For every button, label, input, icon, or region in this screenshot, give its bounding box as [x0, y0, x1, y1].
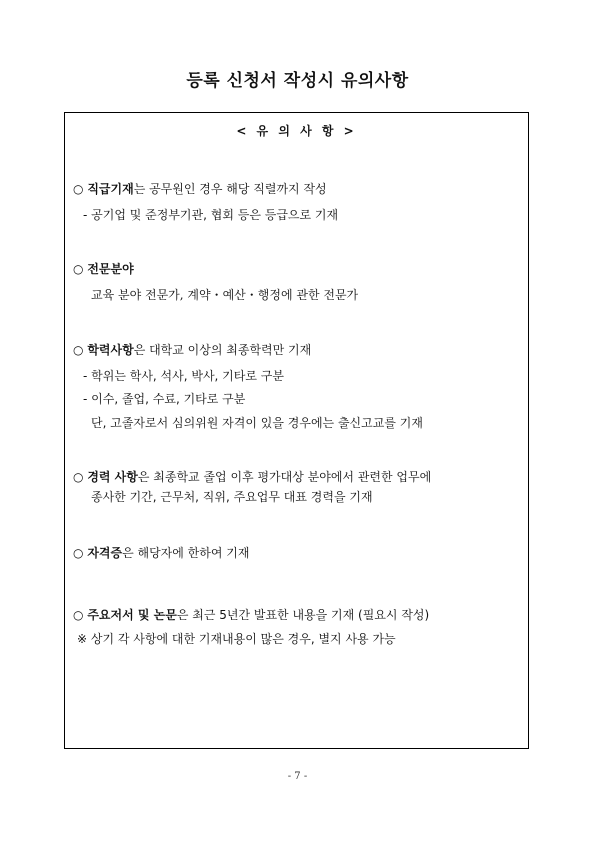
career-subline: 종사한 기간, 근무처, 직위, 주요업무 대표 경력을 기재: [91, 490, 373, 504]
education-subline-3: 단, 고졸자로서 심의위원 자격이 있을 경우에는 출신고교를 기재: [91, 416, 423, 430]
education-subline-1: - 학위는 학사, 석사, 박사, 기타로 구분: [83, 369, 284, 383]
license-item: [73, 545, 249, 561]
education-label: 학력사항: [87, 343, 134, 357]
license-text: 은 해당자에 한하여 기재: [122, 546, 250, 560]
bullet-icon: ○: [73, 182, 84, 196]
grade-item: [73, 181, 327, 197]
page-title: 등록 신청서 작성시 유의사항: [186, 71, 409, 91]
page-number: - 7 -: [287, 771, 308, 782]
grade-text: 는 공무원인 경우 해당 직렬까지 작성: [133, 182, 327, 196]
grade-label: 직급기재: [87, 182, 134, 196]
education-subline-2: - 이수, 졸업, 수료, 기타로 구분: [83, 392, 246, 406]
papers-item: [73, 607, 429, 623]
box-heading: < 유 의 사 항 >: [236, 124, 357, 138]
career-label: 경력 사항: [87, 470, 138, 484]
bullet-icon: ○: [73, 546, 84, 560]
license-label: 자격증: [87, 546, 123, 560]
specialty-item: [73, 261, 134, 277]
bullet-icon: ○: [73, 608, 84, 622]
education-text: 은 대학교 이상의 최종학력만 기재: [133, 343, 312, 357]
specialty-subline: 교육 분야 전문가, 계약・예산・행정에 관한 전문가: [91, 288, 359, 302]
papers-note: ※ 상기 각 사항에 대한 기재내용이 많은 경우, 별지 사용 가능: [77, 632, 396, 646]
specialty-label: 전문분야: [87, 262, 134, 276]
notice-box: [64, 112, 529, 749]
career-text: 은 최종학교 졸업 이후 평가대상 분야에서 관련한 업무에: [137, 470, 432, 484]
education-item: [73, 342, 311, 358]
bullet-icon: ○: [73, 470, 84, 484]
bullet-icon: ○: [73, 262, 84, 276]
papers-text: 은 최근 5년간 발표한 내용을 기재 (필요시 작성): [176, 608, 430, 622]
career-item: [73, 469, 431, 485]
bullet-icon: ○: [73, 343, 84, 357]
papers-label: 주요저서 및 논문: [87, 608, 177, 622]
grade-subline: - 공기업 및 준정부기관, 협회 등은 등급으로 기재: [83, 208, 339, 222]
